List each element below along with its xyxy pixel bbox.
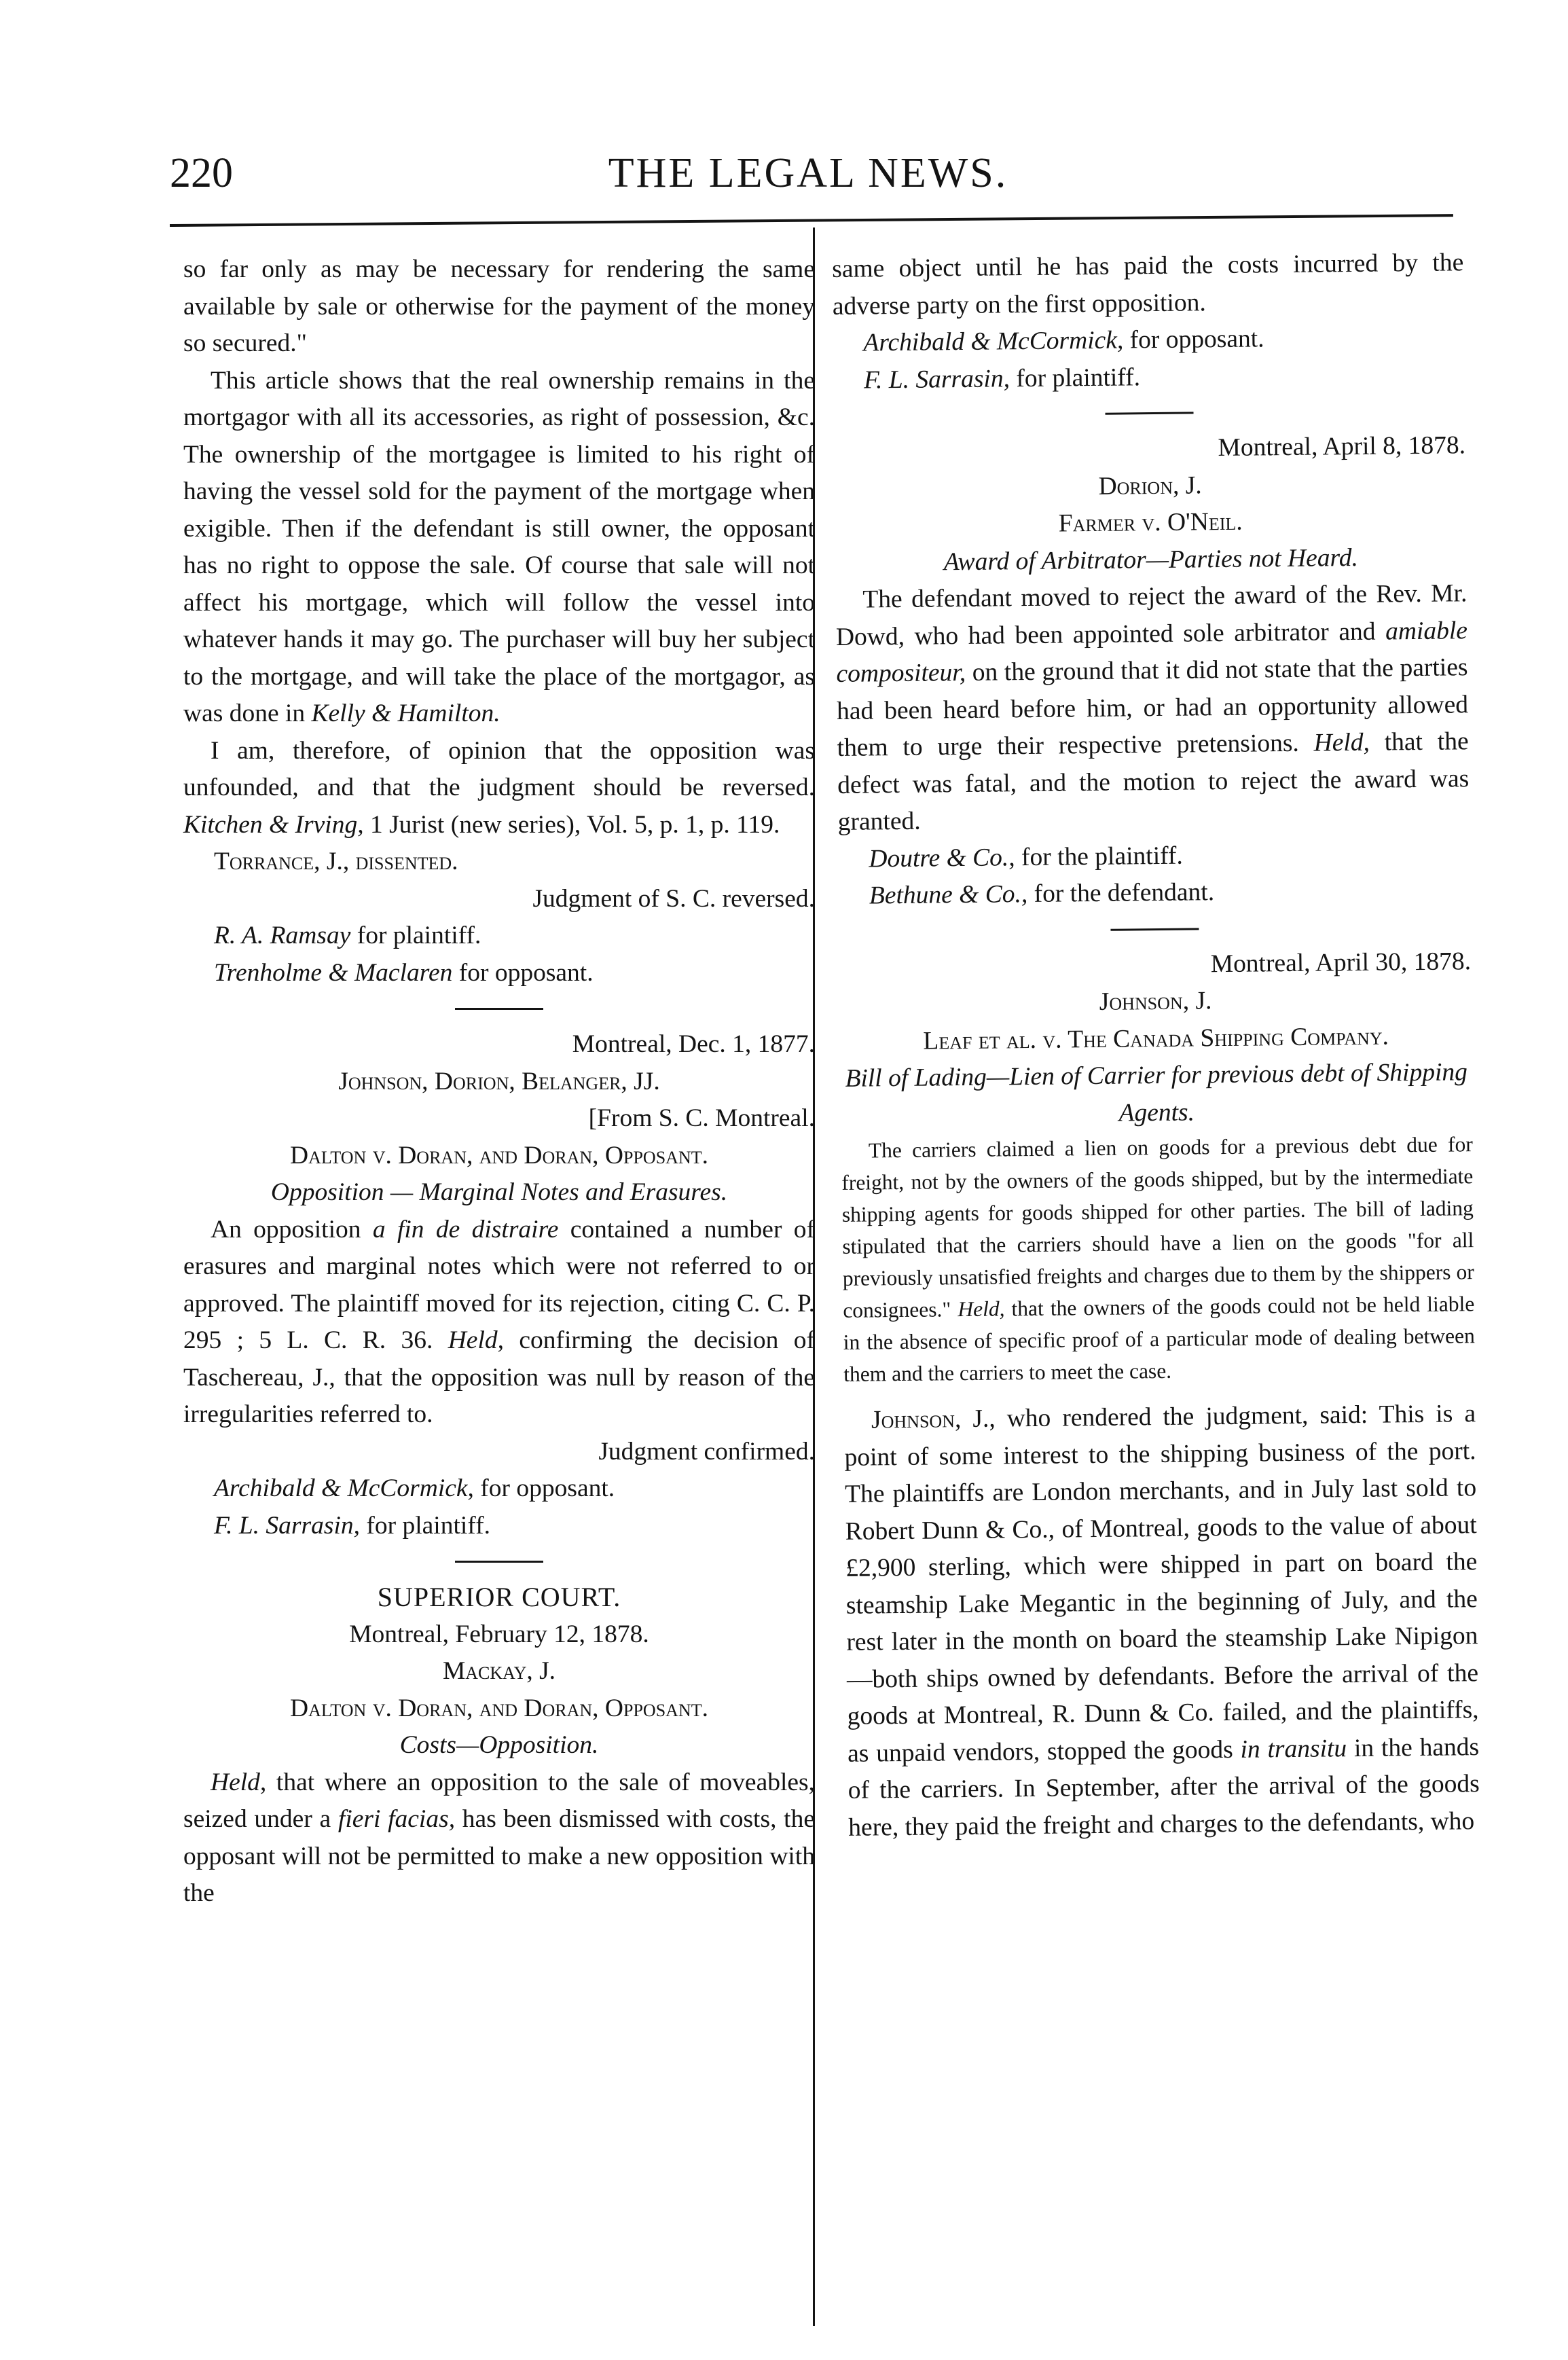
case-citation: Kitchen & Irving,	[183, 810, 364, 839]
journal-title: THE LEGAL NEWS.	[608, 150, 1008, 196]
case-headnote: The carriers claimed a lien on goods for a previous debt due for freight, not by the owners of the goods shipped, but by the intermediate shipping agents for goods shipped for other parties. The bill of lading stipulated that the carriers should have a lien on the goods "for all previously unsatisfied freights and charges due to them by the shippers or consignees." Held, that the owners of the goods could not be held liable in the absence of specific proof of a particular mode of dealing between them and the carriers to meet the case.	[841, 1132, 1475, 1386]
paragraph: same object until he has paid the costs incurred by the adverse party on the first opposition.	[832, 249, 1464, 321]
case-parties: Dalton v. Doran, and Doran, Opposant.	[290, 1141, 708, 1169]
dissent-note: Torrance, J., dissented.	[214, 848, 458, 875]
case-parties: Dalton v. Doran, and Doran, Opposant.	[290, 1694, 708, 1722]
header-rule	[170, 214, 1453, 227]
counsel-line: F. L. Sarrasin, for plaintiff.	[863, 363, 1141, 395]
section-separator	[455, 1561, 543, 1563]
section-separator	[1106, 412, 1194, 414]
judgment-text: Johnson, J., who rendered the judgment, said: This is a point of some interest to the shipping business of the port. The plaintiffs are London merchants, and in July last sold to Robert Dunn & Co., of Montreal, goods to the value of about £2,900 sterling, which were shipped in part on board the steamship Lake Megantic in the beginning of July, and the rest later in the month on board the steamship Lake Nipigon—both ships owned by defendants. Before the arrival of the goods at Montreal, R. Dunn & Co. failed, and the plaintiffs, as unpaid vendors, stopped the goods in transitu in the hands of the carriers. In September, after the arrival of the goods here, they paid the freight and charges to the defendants, who	[844, 1400, 1480, 1842]
judgment-line: Judgment of S. C. reversed.	[532, 884, 815, 913]
page-header	[170, 149, 1446, 211]
case-subject: Costs—Opposition.	[399, 1731, 599, 1759]
court-heading: SUPERIOR COURT.	[377, 1582, 621, 1612]
case-headnote: Held, that where an opposition to the sale of moveables, seized under a fieri facias, has been dismissed with costs, the opposant will not be permitted to make a new opposition with the	[183, 1768, 815, 1907]
counsel-line: R. A. Ramsay for plaintiff.	[214, 922, 481, 949]
case-subject: Opposition — Marginal Notes and Erasures.	[270, 1178, 728, 1206]
counsel-line: Doutre & Co., for the plaintiff.	[869, 841, 1183, 873]
case-subject: Award of Arbitrator—Parties not Heard.	[943, 543, 1359, 576]
section-separator	[455, 1008, 543, 1010]
case-judge: Johnson, J.	[1099, 987, 1212, 1016]
case-date: Montreal, February 12, 1878.	[349, 1620, 649, 1648]
case-judge: Mackay, J.	[442, 1657, 556, 1685]
left-column	[183, 251, 815, 1912]
section-separator	[1110, 928, 1199, 930]
counsel-line: Archibald & McCormick, for opposant.	[214, 1474, 615, 1502]
paragraph: so far only as may be necessary for rendering the same available by sale or otherwise for the payment of the money so secured."	[183, 255, 815, 357]
page-number: 220	[170, 150, 233, 196]
case-headnote: The defendant moved to reject the award of the Rev. Mr. Dowd, who had been appointed sole arbitrator and amiable compositeur, on the ground that it did not state that the parties had been heard before him, or had an opportunity allowed them to urge their respective pretensions. Held, that the defect was fatal, and the motion to reject the award was granted.	[835, 579, 1470, 836]
paragraph: This article shows that the real ownership remains in the mortgagor with all its accessories, as right of possession, &c. The ownership of the mortgagee is limited to his right of having the vessel sold for the payment of the mortgage when exigible. Then if the defendant is still owner, the opposant has no right to oppose the sale. Of course that sale will not affect his mortgage, which will follow the vessel into whatever hands it may go. The purchaser will buy her subject to the mortgage, and will take the place of the mortgagor, as was done in Kelly & Hamilton.	[183, 366, 815, 727]
case-origin: [From S. C. Montreal.	[588, 1104, 815, 1132]
case-date: Montreal, April 30, 1878.	[1210, 947, 1472, 978]
counsel-line: Trenholme & Maclaren for opposant.	[214, 958, 594, 987]
counsel-line: Bethune & Co., for the defendant.	[869, 878, 1215, 910]
case-citation: Kelly & Hamilton.	[311, 700, 500, 727]
right-column	[832, 244, 1480, 1847]
case-parties: Leaf et al. v. The Canada Shipping Company.	[923, 1021, 1389, 1055]
case-date: Montreal, April 8, 1878.	[1218, 431, 1466, 462]
case-parties: Farmer v. O'Neil.	[1058, 507, 1243, 538]
case-headnote: An opposition a fin de distraire contained a number of erasures and marginal notes which were not referred to or approved. The plaintiff moved for its rejection, citing C. C. P. 295 ; 5 L. C. R. 36. Held, confirming the decision of Taschereau, J., that the opposition was null by reason of the irregularities referred to.	[183, 1215, 816, 1428]
paragraph: I am, therefore, of opinion that the opposition was unfounded, and that the judgment should be reversed. Kitchen & Irving, 1 Jurist (new series), Vol. 5, p. 1, p. 119.	[183, 736, 815, 839]
case-judges: Johnson, Dorion, Belanger, JJ.	[338, 1067, 660, 1095]
case-date: Montreal, Dec. 1, 1877.	[572, 1030, 815, 1058]
counsel-line: Archibald & McCormick, for opposant.	[863, 325, 1264, 357]
counsel-line: F. L. Sarrasin, for plaintiff.	[214, 1511, 490, 1540]
judgment-line: Judgment confirmed.	[598, 1437, 815, 1466]
case-subject: Bill of Lading—Lien of Carrier for previous debt of Shipping Agents.	[845, 1058, 1468, 1127]
case-judge: Dorion, J.	[1098, 471, 1202, 501]
